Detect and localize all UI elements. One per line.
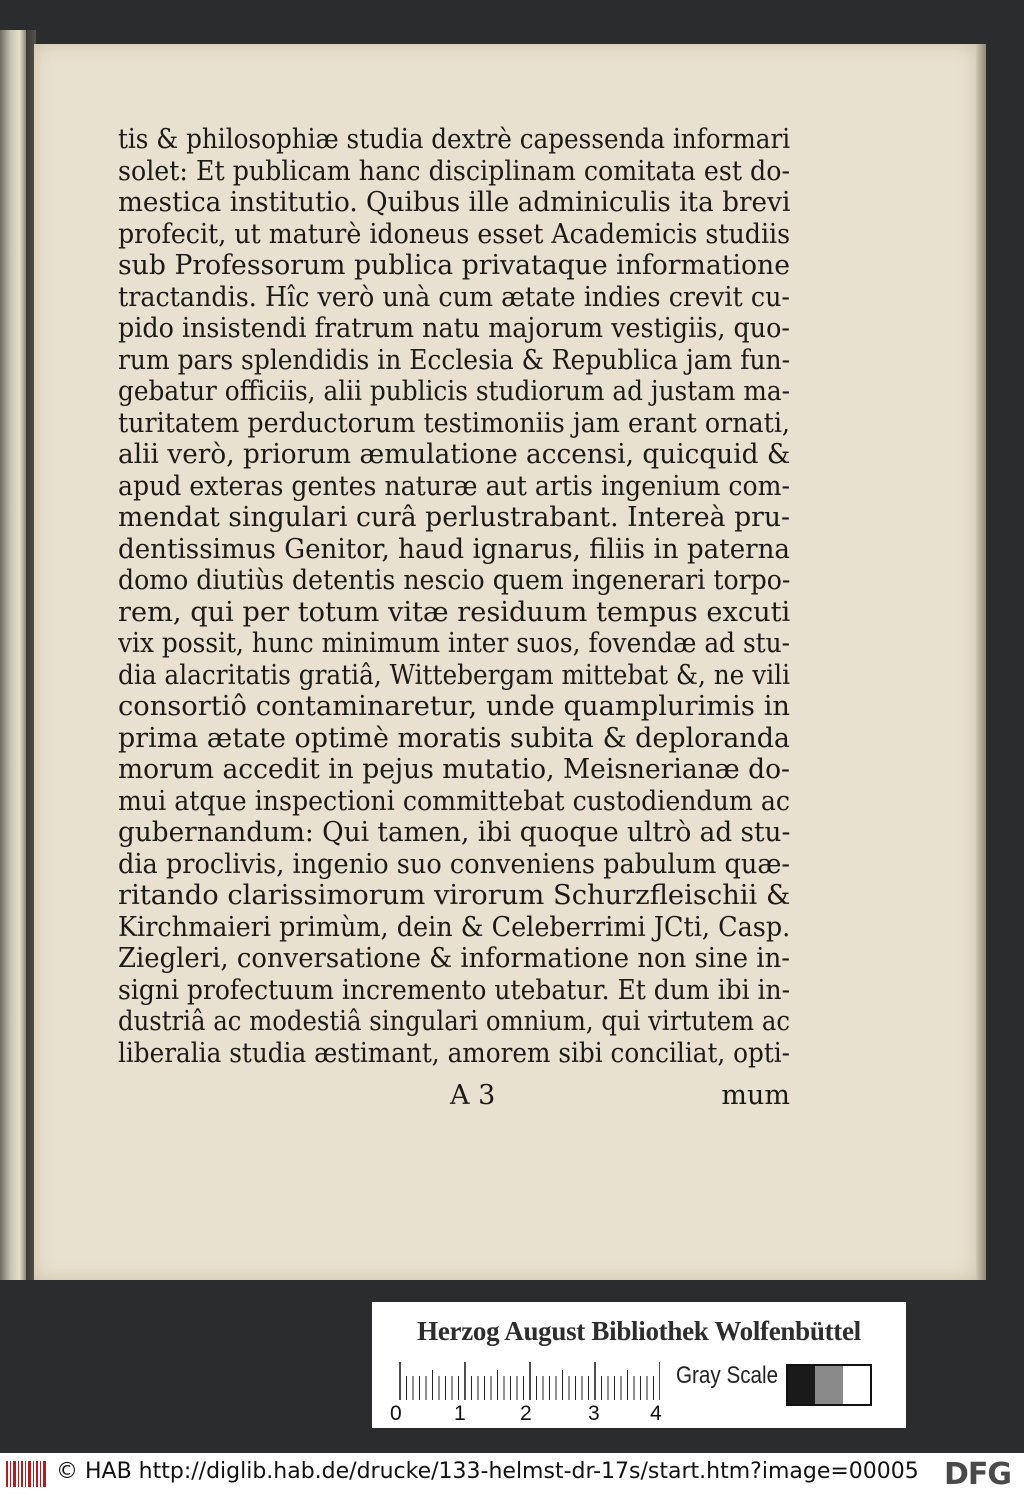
text-line: pido insistendi fratrum natu majorum vestigiis, quo- (118, 313, 790, 344)
text-line: Kirchmaieri primùm, dein & Celeberrimi JCti, Casp. (118, 911, 790, 943)
text-line: dia alacritatis gratiâ, Wittebergam mittebat &, ne vili (118, 659, 790, 691)
text-line: alii verò, priorum æmulatione accensi, quicquid & (118, 439, 790, 470)
text-line: mendat singulari curâ perlustrabant. Intereà pru- (118, 502, 790, 533)
gray-scale-label: Gray Scale (676, 1362, 779, 1389)
ruler-number: 4 (650, 1402, 662, 1425)
text-line: consortiô contaminaretur, unde quamplurimis in (118, 691, 790, 722)
viewer-footer-bar (0, 1453, 1024, 1493)
ruler-number: 3 (588, 1402, 600, 1425)
text-line: ritando clarissimorum virorum Schurzfleischii & (118, 880, 790, 911)
left-page-edge (0, 30, 26, 1280)
text-line: profecit, ut maturè idoneus esset Academicis studiis (118, 218, 790, 250)
text-line: tractandis. Hîc verò unà cum ætate indies crevit cu- (118, 281, 790, 313)
gray-scale-swatches (786, 1364, 872, 1406)
text-line: morum accedit in pejus mutatio, Meisnerianæ do- (118, 754, 790, 785)
hab-barcode-logo-icon (6, 1461, 48, 1487)
dfg-logo: DFG (944, 1457, 1012, 1492)
ruler-number: 0 (390, 1402, 402, 1425)
text-line: signi profectuum incremento utebatur. Et dum ibi in- (118, 974, 790, 1006)
gray-swatch (788, 1366, 815, 1404)
text-line: dia proclivis, ingenio suo conveniens pabulum quæ- (118, 848, 790, 880)
text-line: gubernandum: Qui tamen, ibi quoque ultrò ad stu- (118, 817, 790, 848)
text-line: solet: Et publicam hanc disciplinam comitata est do- (118, 155, 790, 187)
page-right-edge (976, 44, 986, 1280)
text-line: vix possit, hunc minimum inter suos, fovendæ ad stu- (118, 628, 790, 659)
text-line: domo diutiùs detentis nescio quem ingenerari torpo- (118, 565, 790, 596)
library-name: Herzog August Bibliothek Wolfenbüttel (417, 1316, 861, 1346)
text-line: mui atque inspectioni committebat custodiendum ac (118, 785, 790, 817)
page-body-text (118, 124, 790, 1069)
ruler-number: 1 (454, 1402, 466, 1425)
text-line: liberalia studia æstimant, amorem sibi conciliat, opti- (118, 1037, 790, 1069)
ruler-scale (398, 1362, 660, 1402)
ruler-number: 2 (520, 1402, 532, 1425)
text-line: gebatur officiis, alii publicis studiorum ad justam ma- (118, 376, 790, 407)
ruler-ticks (398, 1362, 660, 1402)
gray-swatch (843, 1366, 870, 1404)
text-line: rem, qui per totum vitæ residuum tempus excuti (118, 596, 790, 628)
text-line: dustriâ ac modestiâ singulari omnium, qui virtutem ac (118, 1006, 790, 1037)
page-footer-line (118, 1080, 790, 1114)
copyright-url: © HAB http://diglib.hab.de/drucke/133-helmst-dr-17s/start.htm?image=00005 (56, 1459, 919, 1484)
text-line: sub Professorum publica privataque informatione (118, 250, 790, 281)
catchword: mum (721, 1080, 790, 1111)
text-line: apud exteras gentes naturæ aut artis ingenium com- (118, 470, 790, 502)
text-line: dentissimus Genitor, haud ignarus, filiis in paterna (118, 533, 790, 565)
text-line: prima ætate optimè moratis subita & deploranda (118, 722, 790, 754)
ruler-numbers (390, 1402, 670, 1426)
text-line: Ziegleri, conversatione & informatione non sine in- (118, 943, 790, 974)
gray-swatch (815, 1366, 842, 1404)
color-scale-card (372, 1302, 906, 1428)
signature-mark: A 3 (450, 1080, 496, 1111)
text-line: turitatem perductorum testimoniis jam erant ornati, (118, 407, 790, 439)
text-line: rum pars splendidis in Ecclesia & Republica jam fun- (118, 344, 790, 376)
text-line: mestica institutio. Quibus ille adminiculis ita brevi (118, 187, 790, 218)
text-line: tis & philosophiæ studia dextrè capessenda informari (118, 124, 790, 155)
